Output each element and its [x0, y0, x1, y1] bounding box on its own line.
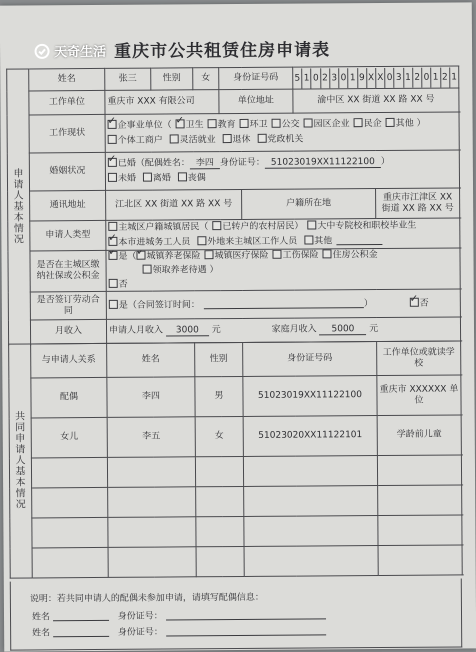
option-external-worker[interactable]: 外地来主城区工作人员 — [197, 237, 297, 248]
checkbox[interactable] — [208, 119, 217, 128]
spouse-name-field[interactable]: 李四 — [190, 158, 220, 169]
work-address-field[interactable]: 渝中区 XX 街道 XX 路 XX 号 — [293, 88, 459, 113]
family-income-label: 家庭月收入 — [271, 324, 317, 335]
checkbox-married[interactable] — [108, 158, 117, 167]
checkbox[interactable] — [108, 173, 117, 182]
spouse-note — [10, 582, 462, 639]
checkbox[interactable] — [257, 134, 266, 143]
cell-name[interactable] — [108, 547, 196, 578]
checkbox-checked[interactable] — [176, 119, 185, 128]
checkbox[interactable] — [307, 220, 316, 229]
marriage-label: 婚姻状况 — [29, 152, 105, 191]
checkbox-checked[interactable] — [410, 297, 419, 306]
co-table-header — [9, 341, 461, 378]
checkbox[interactable] — [222, 134, 231, 143]
table-row — [10, 485, 462, 518]
header-relation: 与申请人关系 — [31, 343, 107, 378]
table-row — [10, 515, 462, 548]
row-income — [8, 317, 460, 344]
cell-gender[interactable] — [196, 486, 244, 516]
work-status-label: 工作现状 — [29, 114, 105, 153]
option-pension-benefit[interactable]: 领取养老待遇 ） — [143, 265, 219, 276]
option-transit[interactable]: 公交 — [272, 120, 300, 130]
contract-options: 是（合同签订时间： ） ✓ 否 — [106, 289, 460, 319]
row-work-status — [7, 112, 459, 153]
option-other[interactable]: 其他 ） — [386, 119, 426, 129]
cell-id[interactable]: 51023019XX11122100 — [243, 376, 377, 417]
note-row-1: 姓名 身份证号： — [32, 609, 462, 623]
row-work — [7, 88, 459, 115]
checkbox[interactable] — [304, 118, 313, 127]
checkbox[interactable] — [354, 118, 363, 127]
spouse-id-field[interactable]: 51023019XX11122100 — [265, 157, 381, 169]
checkbox[interactable] — [304, 235, 313, 244]
checkbox[interactable] — [272, 119, 281, 128]
option-injury[interactable]: 工伤保险 — [273, 250, 319, 260]
checkbox[interactable] — [240, 119, 249, 128]
checkbox-checked[interactable] — [108, 120, 117, 129]
hukou-label: 户籍所在地 — [242, 189, 376, 220]
note-name-field-1[interactable] — [53, 620, 109, 621]
header-gender: 性别 — [195, 342, 243, 376]
work-unit-label: 工作单位 — [29, 90, 105, 115]
insurance-options: ✓是（✓ 城镇养老保险 城镇医疗保险 工伤保险 住房公积金 领取养老待遇 ） 否 — [106, 248, 460, 291]
checkbox[interactable] — [143, 173, 152, 182]
note-id-field-2[interactable] — [166, 634, 326, 636]
option-unmarried[interactable]: 未婚 — [108, 174, 136, 184]
cell-gender[interactable]: 男 — [195, 376, 243, 416]
spouse-id-label: 身份证号： — [219, 157, 265, 169]
application-form — [6, 65, 463, 578]
marriage-options: ✓已婚（配偶姓名： 李四 身份证号： 51023019XX11122100 ） 未婚 离婚 丧偶 — [105, 150, 459, 190]
row-contract — [8, 289, 460, 320]
gender-label: 性别 — [151, 68, 193, 90]
option-private[interactable]: 民企 — [354, 119, 382, 129]
cell-work-school[interactable] — [377, 455, 461, 486]
checkbox[interactable] — [170, 134, 179, 143]
option-medical[interactable]: 城镇医疗保险 — [205, 251, 269, 261]
checkbox-checked[interactable] — [108, 237, 117, 246]
cell-work-school[interactable] — [378, 485, 462, 516]
cell-id[interactable] — [244, 486, 378, 517]
applicant-type-options — [106, 218, 460, 250]
watermark-text: 天奇生活 — [54, 44, 107, 61]
checkbox-insurance-yes[interactable] — [108, 251, 117, 260]
option-converted-rural[interactable]: 已转户的农村居民） — [212, 222, 303, 233]
note-row-2: 姓名 身份证号： — [32, 625, 462, 639]
work-unit-field[interactable]: 重庆市 XXX 有限公司 — [105, 90, 219, 115]
cell-relation[interactable]: 女儿 — [31, 417, 107, 458]
header-name: 姓名 — [107, 343, 195, 378]
name-field[interactable]: 张三 — [105, 68, 151, 90]
row-marriage — [7, 150, 459, 191]
table-row — [9, 375, 461, 418]
cell-relation[interactable] — [32, 487, 108, 518]
name-label: 姓名 — [29, 68, 105, 91]
row-address — [8, 188, 460, 221]
option-retired[interactable]: 退休 — [222, 135, 250, 145]
option-flexible[interactable]: 灵活就业 — [170, 135, 216, 145]
option-contract-yes[interactable]: 是（合同签订时间： — [109, 300, 200, 311]
cell-name[interactable] — [108, 517, 196, 548]
option-sanitation[interactable]: 环卫 — [240, 120, 268, 130]
page-title: 重庆市公共租赁住房申请表 — [114, 40, 331, 62]
cell-name[interactable] — [108, 487, 196, 518]
cell-relation[interactable] — [32, 547, 108, 578]
id-number-field[interactable] — [293, 66, 459, 89]
cell-id[interactable] — [244, 546, 378, 577]
watermark — [34, 41, 106, 61]
cell-name[interactable]: 李四 — [107, 377, 195, 418]
personal-income-field[interactable]: 3000 — [166, 325, 209, 336]
income-fields: 申请人月收入 3000 元 家庭月收入 5000 元 — [106, 317, 460, 343]
checkbox[interactable] — [108, 222, 117, 231]
contract-date-field[interactable] — [204, 307, 364, 309]
table-row — [10, 545, 462, 578]
cell-gender[interactable]: 女 — [195, 416, 243, 456]
option-health[interactable]: ✓ 卫生 — [176, 120, 204, 130]
checkbox[interactable] — [204, 250, 213, 259]
cell-relation[interactable] — [32, 517, 108, 548]
applicant-type-label: 申请人类型 — [30, 220, 106, 251]
id-label: 身份证号码 — [219, 67, 293, 90]
cell-gender[interactable] — [196, 516, 244, 546]
cell-name[interactable] — [107, 457, 195, 488]
checkbox[interactable] — [323, 249, 332, 258]
family-income-field[interactable]: 5000 — [319, 324, 366, 335]
option-park-enterprise[interactable]: 园区企业 — [304, 119, 350, 129]
insurance-label: 是否在主城区缴纳社保或公积金 — [30, 250, 106, 292]
note-text: 说明：若共同申请人的配偶未参加申请，请填写配偶信息： — [29, 592, 264, 605]
cell-name[interactable]: 李五 — [107, 417, 195, 458]
work-status-options — [105, 112, 459, 152]
option-self-employed[interactable]: 个体工商户 — [108, 136, 163, 146]
cell-work-school[interactable] — [378, 545, 462, 576]
address-label: 通讯地址 — [30, 190, 106, 221]
cell-id[interactable]: 51023020XX11122101 — [243, 416, 377, 457]
row-applicant-type — [8, 218, 460, 251]
option-enterprise[interactable]: ✓企事业单位（ — [108, 120, 172, 130]
married-label: 已婚（配偶姓名： — [117, 158, 190, 169]
cell-work-school[interactable]: 学龄前儿童 — [377, 415, 461, 456]
header-id: 身份证号码 — [243, 342, 377, 377]
cell-relation[interactable] — [31, 457, 107, 488]
section-co-applicant: 共 同 申 请 人 基 本 情 况 — [9, 344, 33, 578]
option-insurance-no[interactable]: 否 — [109, 280, 128, 290]
option-migrant-worker[interactable]: ✓本市进城务工人员 — [108, 237, 190, 248]
option-education[interactable]: 教育 — [208, 120, 236, 130]
cell-relation[interactable]: 配偶 — [31, 377, 107, 418]
table-row — [9, 415, 461, 458]
cell-id[interactable] — [243, 456, 377, 487]
option-contract-no[interactable]: ✓ 否 — [410, 298, 429, 308]
personal-income-label: 申请人月收入 — [108, 325, 164, 336]
option-graduate[interactable]: 大中专院校和职校毕业生 — [307, 221, 416, 232]
income-label: 月收入 — [30, 319, 106, 344]
hukou-field[interactable]: 重庆市江津区 XX 街道 XX 路 XX 号 — [376, 188, 460, 219]
checkbox[interactable] — [178, 172, 187, 181]
option-divorced[interactable]: 离婚 — [143, 173, 171, 183]
checkbox[interactable] — [109, 279, 118, 288]
option-urban-resident[interactable]: 主城区户籍城镇居民（ — [108, 222, 208, 233]
header-work-school: 工作单位或就读学校 — [377, 341, 461, 376]
checkbox[interactable] — [143, 265, 152, 274]
checkbox[interactable] — [273, 250, 282, 259]
option-pension[interactable]: ✓ 城镇养老保险 — [136, 251, 200, 261]
check-circle-icon — [34, 43, 50, 59]
cell-work-school[interactable]: 重庆市 XXXXXX 单位 — [377, 375, 461, 416]
option-government[interactable]: 党政机关 — [257, 135, 303, 145]
row-insurance — [8, 248, 460, 292]
id-digit-boxes: 5 1 0 2 3 0 1 9 X X 0 3 1 2 0 1 2 1 — [293, 67, 458, 88]
note-name-field-2[interactable] — [53, 636, 109, 637]
contract-label: 是否签订劳动合同 — [30, 291, 106, 320]
cell-gender[interactable] — [196, 546, 244, 576]
checkbox[interactable] — [212, 221, 221, 230]
note-id-field-1[interactable] — [166, 618, 326, 620]
gender-field[interactable]: 女 — [193, 68, 219, 90]
checkbox[interactable] — [108, 135, 117, 144]
cell-gender[interactable] — [195, 456, 243, 486]
cell-work-school[interactable] — [378, 515, 462, 546]
checkbox[interactable] — [386, 118, 395, 127]
checkbox-checked[interactable] — [136, 251, 145, 260]
section-applicant: 申 请 人 基 本 情 况 — [7, 69, 31, 344]
other-blank[interactable] — [336, 244, 382, 245]
row-name — [7, 66, 459, 91]
address-field[interactable]: 江北区 XX 街道 XX 路 XX 号 — [106, 189, 242, 220]
checkbox[interactable] — [197, 236, 206, 245]
cell-id[interactable] — [244, 516, 378, 547]
option-type-other[interactable]: 其他 — [304, 236, 332, 246]
checkbox[interactable] — [109, 299, 118, 308]
option-widowed[interactable]: 丧偶 — [178, 173, 206, 183]
table-row — [9, 455, 461, 488]
option-housing-fund[interactable]: 住房公积金 — [323, 250, 378, 260]
form-paper — [0, 2, 476, 651]
work-address-label: 单位地址 — [219, 89, 293, 114]
